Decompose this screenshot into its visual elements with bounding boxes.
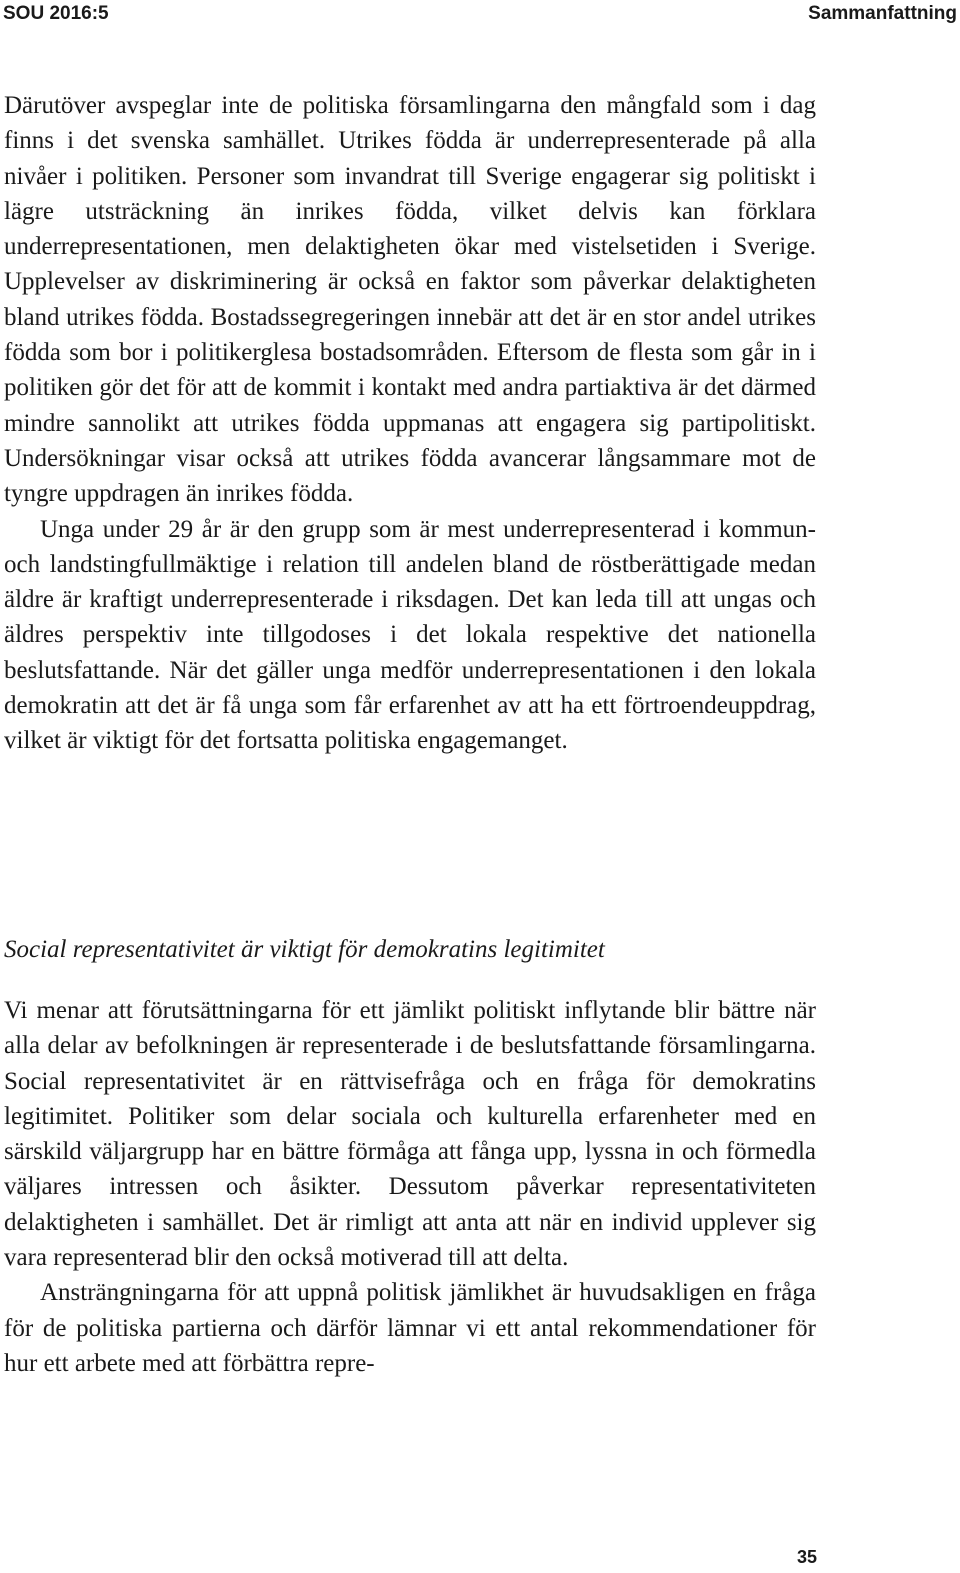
body-text-section-1	[4, 88, 816, 759]
paragraph: Ansträngningarna för att uppnå politisk jämlikhet är huvudsakligen en fråga för de politiska partierna och därför lämnar vi ett antal rekommendationer för hur ett arbete med att förbättra repre-	[4, 1279, 816, 1377]
paragraph: Därutöver avspeglar inte de politiska församlingarna den mångfald som i dag finns i det svenska samhället. Utrikes födda är underrepresenterade på alla nivåer i politiken. Personer som invandrat till Sverige engagerar sig politiskt i lägre utsträckning än inrikes födda, vilket delvis kan förklara underrepresentationen, men delaktigheten ökar med vistelsetiden i Sverige. Upplevelser av diskriminering är också en faktor som påverkar delaktigheten bland utrikes födda. Bostadssegregeringen innebär att det är en stor andel utrikes födda som bor i politikerglesa bostadsområden. Eftersom de flesta som går in i politiken gör det för att de kommit i kontakt med andra partiaktiva är det därmed mindre sannolikt att utrikes födda uppmanas att engagera sig partipolitiskt. Undersökningar visar också att utrikes födda avancerar långsammare mot de tyngre uppdragen än inrikes födda.	[4, 92, 816, 508]
page-number: 35	[796, 1547, 817, 1567]
paragraph: Vi menar att förutsättningarna för ett jämlikt politiskt inflytande blir bättre när alla delar av befolkningen är representerade i de beslutsfattande församlingarna. Social representativitet är en rättvisefråga och en fråga för demokratins legitimitet. Politiker som delar sociala och kulturella erfarenheter med en särskild väljargrupp har en bättre förmåga att fånga upp, lyssna in och förmedla väljares intressen och åsikter. Dessutom påverkar representativiteten delaktigheten i samhället. Det är rimligt att anta att när en individ upplever sig vara representerad blir den också motiverad till att delta.	[4, 997, 816, 1272]
running-head-document-id: SOU 2016:5	[3, 3, 109, 24]
body-text-section-2	[4, 993, 816, 1381]
section-heading: Social representativitet är viktigt för demokratins legitimitet	[4, 936, 605, 963]
running-head-chapter: Sammanfattning	[808, 3, 957, 24]
paragraph: Unga under 29 år är den grupp som är mest underrepresenterad i kommun- och landstingfullmäktige i relation till andelen bland de röstberättigade medan äldre är kraftigt underrepresenterade i riksdagen. Det kan leda till att ungas och äldres perspektiv inte tillgodoses i det lokala respektive det nationella beslutsfattande. När det gäller unga medför underrepresentationen i den lokala demokratin att det är få unga som får erfarenhet av att ha ett förtroendeuppdrag, vilket är viktigt för det fortsatta politiska engagemanget.	[4, 515, 816, 755]
